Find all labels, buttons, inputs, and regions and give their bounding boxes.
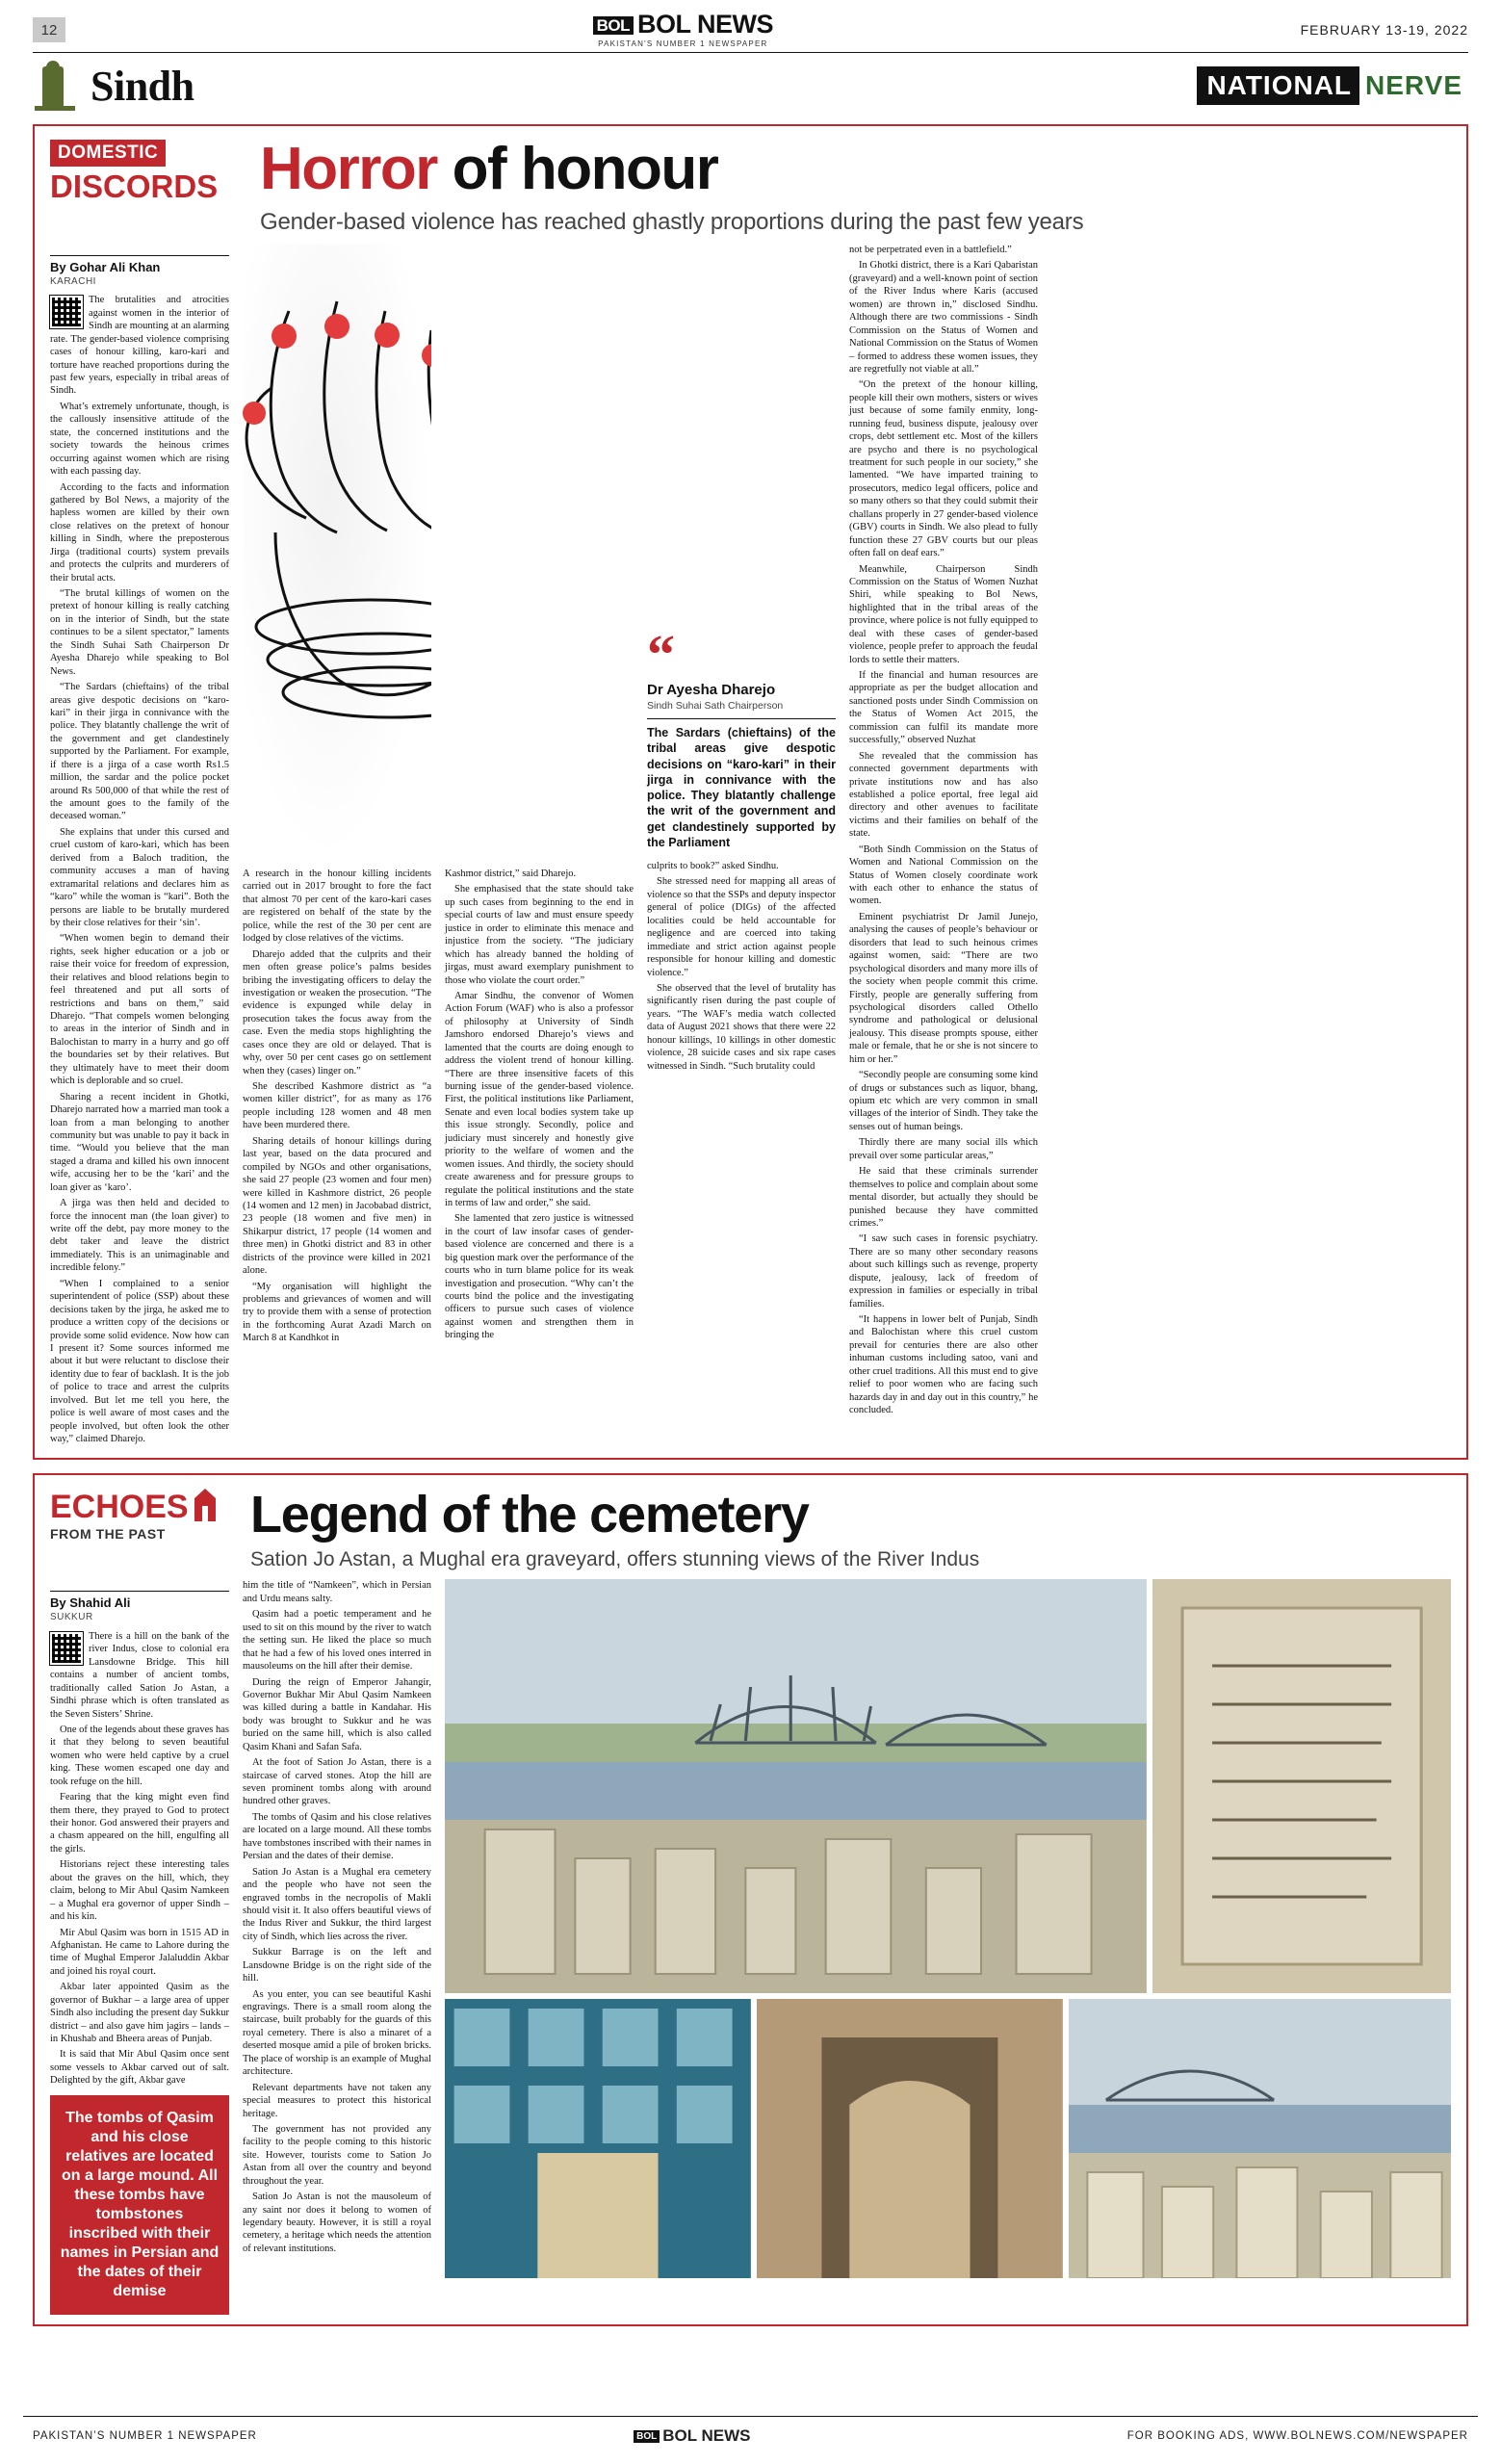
footer-left: PAKISTAN’S NUMBER 1 NEWSPAPER xyxy=(33,2429,257,2442)
paragraph: “The brutal killings of women on the pretext of honour killing is really catching on in the interior of Sindh, but the state continues to be a silent spectator,” laments the Sindh Suhai Sath Chairperson Dr Ayesha Dharejo while speaking to Bol News. xyxy=(50,588,229,677)
paragraph: Kashmor district,” said Dharejo. xyxy=(445,869,577,879)
badge-echoes-label: ECHOES xyxy=(50,1489,189,1526)
paragraph: She described Kashmore district as “a women killer district”, for as many as 176 people including 128 women and 48 men have been murdered there. xyxy=(243,1081,431,1131)
paragraph: What’s extremely unfortunate, though, is the callously insensitive attitude of the state, the concerned institutions and the society towards the heinous crimes occurring against women which are rising with each passing day. xyxy=(50,401,229,478)
paragraph: It is said that Mir Abul Qasim once sent some vessels to Akbar carved out of salt. Delighted by the gift, Akbar gave xyxy=(50,2049,229,2087)
footer-right: FOR BOOKING ADS, WWW.BOLNEWS.COM/NEWSPAPER xyxy=(1126,2429,1468,2442)
masthead-tagline: PAKISTAN'S NUMBER 1 NEWSPAPER xyxy=(598,39,768,48)
section-title: Sindh xyxy=(91,62,194,110)
paragraph: Historians reject these interesting tales about the graves on the hill, which, they claim, belong to Mir Abul Qasim Namkeen – a Mughal era governor of upper Sindh – and his kin. xyxy=(50,1859,229,1923)
paragraph: “Secondly people are consuming some kind of drugs or substances such as liquor, bhang, opium etc which are very common in small villages of the interior of Sindh. They take the senses out of human beings. xyxy=(849,1070,1038,1132)
photo-graves-river xyxy=(1069,1999,1451,2278)
paragraph: Meanwhile, Chairperson Sindh Commission on the Status of Women Nuzhat Shiri, while speaking to Bol News, highlighted that in the tribal areas of the province, where police is not fully equipped to deal with these cases of gender-based violence, people prefer to approach the feudal lords to settle their matters. xyxy=(849,563,1038,665)
paragraph: “It happens in lower belt of Punjab, Sindh and Balochistan where this cruel custom prevail for centuries there are also other inhuman customs including satoo, vani and other cruel traditions. All this must end to give relief to poor women who are facing such hazards day in and day out in this country,” he concluded. xyxy=(849,1314,1038,1416)
paragraph: The tombs of Qasim and his close relatives are located on a large mound. All these tombs have tombstones inscribed with their names in Persian and the dates of their demise. xyxy=(243,1811,431,1862)
story2-byline-name: By Shahid Ali xyxy=(50,1595,131,1611)
story2-column-2 xyxy=(243,1579,431,2314)
photo-tiled-wall xyxy=(445,1999,751,2278)
paragraph: In Ghotki district, there is a Kari Qabaristan (graveyard) and a well-known point of section of the River Indus where Karis (accused women) are thrown in,” disclosed Sindhu. Although there are two commissions - Sindh Commission on the Status of Women and National Commission on the Status of Women – formed to address these women issues, they are regretfully not viable at all.” xyxy=(849,260,1038,375)
paragraph: Sharing details of honour killings during last year, based on the data procured and compiled by NGOs and other organisations, she said 27 people (23 women and four men) were killed in Kashmore district, 26 people (14 women and 12 men) in Jacobabad district, 23 people (18 women and five men) in Shikarpur district, 17 people (14 women and three men) in Ghotki district and 83 in other districts of the province were killed in 2021 alone. xyxy=(243,1135,431,1277)
paragraph: She emphasised that the state should take up such cases from beginning to the end in special courts of law and must ensure speedy justice in order to eliminate this menace and injustice from the society. “The judiciary which has already banned the holding of jirgas, must award exemplary punishment to those who violate the court order.” xyxy=(445,884,634,986)
paragraph: The brutalities and atrocities against women in the interior of Sindh are mounting at an alarming rate. The gender-based violence comprising cases of honour killing, karo-kari and torture have reached proportions during the past few years, especially in tribal areas of Sindh. xyxy=(50,295,229,397)
paragraph: Sation Jo Astan is a Mughal era cemetery and the people who have not seen the engraved tombs in the necropolis of Makli should visit it. It also offers beautiful views of the Indus River and Sukkur, the third largest city of Sindh, which lies across the river. xyxy=(243,1866,431,1942)
story-horror-of-honour xyxy=(33,124,1468,1460)
story1-headline-red: Horror xyxy=(260,136,437,202)
story2-byline-city: SUKKUR xyxy=(50,1612,93,1623)
paragraph: She revealed that the commission has connected government departments with private institutions now and has also established a police eportal, free legal aid directory and other avenues to facilitate victims and their families on behalf of the state. xyxy=(849,750,1038,840)
paragraph: Sharing a recent incident in Ghotki, Dharejo narrated how a married man took a loan from a man belonging to another community but was unable to pay it back in time. “Would you believe that the man staged a drama and killed his own innocent wife, accusing her to be the ‘kari’ and the loan giver as ‘karo’. xyxy=(50,1091,229,1193)
quote-mark-icon: “ xyxy=(647,622,675,686)
story1-byline xyxy=(50,260,229,288)
qr-code-icon xyxy=(50,1632,83,1665)
bol-mark-icon: BOL xyxy=(634,2430,660,2443)
paragraph: “Both Sindh Commission on the Status of Women and National Commission on the Status of Women closely coordinate work with each other to enhance the status of women. xyxy=(849,843,1038,907)
quote-author-role: Sindh Suhai Sath Chairperson xyxy=(647,699,784,712)
paragraph: Relevant departments have not taken any special measures to protect this historical heritage. xyxy=(243,2082,431,2119)
national-word: NATIONAL xyxy=(1197,66,1359,105)
story1-headline xyxy=(260,136,1451,202)
story2-header xyxy=(50,1486,1451,1571)
echoes-from-the-past-badge xyxy=(50,1489,233,1542)
paragraph: Sukkur Barrage is on the left and Lansdowne Bridge is on the right side of the hill. xyxy=(243,1947,431,1984)
paragraph: At the foot of Sation Jo Astan, there is a staircase of carved stones. Atop the hill are seven prominent tombs along with around hundred other graves. xyxy=(243,1757,431,1807)
domestic-discords-badge xyxy=(50,140,243,205)
story-legend-of-the-cemetery xyxy=(33,1473,1468,2325)
story1-column-2 xyxy=(243,244,431,1448)
masthead-name: BOL NEWS xyxy=(637,10,774,39)
paragraph: A jirga was then held and decided to force the innocent man (the loan giver) to write off the debt, pay more money to the debt taker and leave the district immediately. This is an unimaginable and incredible felony.” xyxy=(50,1198,229,1274)
story1-illustration xyxy=(243,244,431,860)
story1-headline-rest: of honour xyxy=(436,136,718,202)
quote-text: The Sardars (chieftains) of the tribal areas give despotic decisions on “karo-kari” in their jirga in connivance with the police. They blatantly challenge the writ of the government and get clandestinely supported by the Parliament xyxy=(647,718,836,850)
badge-domestic-label: DOMESTIC xyxy=(50,140,166,167)
photo-row-bottom xyxy=(445,1999,1451,2278)
paragraph: “My organisation will highlight the problems and grievances of women and will try to provide them with a sense of protection in the forthcoming Aurat Azadi March on March 8 at Kandhkot in xyxy=(243,1281,431,1344)
story2-photo-grid xyxy=(445,1579,1451,2314)
paragraph: She stressed need for mapping all areas of violence so that the SSPs and deputy inspector general of police (DIGs) of the affected localities could be held accountable for negligence and are coerced into taking immediate and strict action against people responsible for honour killing and domestic violence.” xyxy=(647,876,836,978)
story2-subhead: Sation Jo Astan, a Mughal era graveyard, offers stunning views of the River Indus xyxy=(250,1548,980,1571)
paragraph: Mir Abul Qasim was born in 1515 AD in Afghanistan. He came to Lahore during the time of Mughal Emperor Jalaluddin Akbar and joined his royal court. xyxy=(50,1927,229,1977)
page-number: 12 xyxy=(33,17,65,42)
paragraph: “When I complained to a senior superintendent of police (SSP) about these decisions taken by the jirga, he asked me to produce a written copy of the decisions or provide some solid evidence. Now how can I present it? Some sources informed me about it but were reluctant to disclose their identity due to fear of backlash. It is the job of police to trace and arrest the culprits involved. But let me tell you here, the police is well aware of most cases and the people involved, but often look the other way,” claimed Dharejo. xyxy=(50,1278,229,1445)
masthead xyxy=(593,12,773,48)
paragraph: “On the pretext of the honour killing, people kill their own mothers, sisters or wives just because of some family enmity, long-running feud, business dispute, jealousy over crops, debt settlement etc. Most of the killers are psycho and there is no psychological treatment for such people in our society,” she lamented. “We have imparted training to prosecutors, medico legal officers, police and so many others so that they could submit their challans properly in 27 gender-based violence (GBV) courts in Sindh. We also plead to fully function these 27 GBV courts but our pleas often fall on deaf ears.” xyxy=(849,379,1038,559)
story1-columns xyxy=(50,244,1451,1448)
paragraph: Qasim had a poetic temperament and he used to sit on this mound by the river to watch the setting sun. He liked the place so much that he had a few of his loved ones interred in mausoleums on the hill after their demise. xyxy=(243,1609,431,1673)
badge-echoes-sub: FROM THE PAST xyxy=(50,1526,166,1543)
paragraph: He said that these criminals surrender themselves to police and complain about some mental disorder, but actually they should be punished because they have committed crimes.” xyxy=(849,1166,1038,1229)
story1-column-4 xyxy=(647,244,836,1448)
paragraph: During the reign of Emperor Jahangir, Governor Bukhar Mir Abul Qasim Namkeen was killed during a battle in Kandahar. His body was brought to Sukkur and he was buried on the same hill, which is also called Qasim Khani and Safan Safa. xyxy=(243,1676,431,1752)
page-footer xyxy=(23,2416,1478,2454)
badge-discords-label: DISCORDS xyxy=(50,169,219,204)
nerve-word: NERVE xyxy=(1365,70,1462,100)
qr-code-icon xyxy=(50,296,83,328)
paragraph: If the financial and human resources are appropriate as per the budget allocation and sanctioned posts under Sindh Commission on the Status of Women Act 2015, the commission can fulfil its mandate more successfully,” observed Nuzhat xyxy=(849,670,1038,746)
paragraph: Sation Jo Astan is not the mausoleum of any saint nor does it belong to women of legendary beauty. However, it is still a royal cemetery, a heritage which needs the attention of relevant institutions. xyxy=(243,2192,431,2254)
paragraph: According to the facts and information gathered by Bol News, a majority of the hapless women are killed by their own close relatives on the pretext of honour killing in Sindh, where the preposterous Jirga (traditional courts) system prevails and protects the culprits and murderers of their brutal acts. xyxy=(50,481,229,584)
section-header xyxy=(23,53,1478,120)
story2-headline: Legend of the cemetery xyxy=(250,1486,809,1544)
page-header xyxy=(23,0,1478,46)
national-nerve-logo xyxy=(1197,66,1468,105)
story1-quote-block xyxy=(647,244,836,860)
paragraph: A research in the honour killing incidents carried out in 2017 brought to fore the fact that almost 70 per cent of the karo-kari cases are registered on behalf of the state by the police, while the rest of the 30 per cent are lodged by close relatives of the victims. xyxy=(243,869,431,945)
paragraph: One of the legends about these graves has it that they belong to seven beautiful women who were held captive by a cruel king. These women escaped one day and took refuge on the hill. xyxy=(50,1724,229,1787)
paragraph: The government has not provided any facility to the people coming to this historic site. However, tourists come to Sation Jo Astan from all over the country and beyond throughout the year. xyxy=(243,2123,431,2187)
bol-mark-icon: BOL xyxy=(593,16,634,35)
story1-column-3 xyxy=(445,244,634,1448)
paragraph: “The Sardars (chieftains) of the tribal areas give despotic decisions on “karo- kari” in their jirga in connivance with the police. They blatantly challenge the writ of the government and get clandestinely supported by the Parliament. For example, if there is a jirga of a case worth Rs1.5 million, the sardar and the police pocket around Rs 500,000 of that while the rest of the amount goes to the family of the deceased woman.” xyxy=(50,682,229,822)
paragraph: Eminent psychiatrist Dr Jamil Junejo, analysing the causes of people’s behaviour or disorders that lead to such heinous crimes against women, said: “There are two psychological disorders and many more ills of the society when people commit this crime. Firstly, people are generally suffering from psychological disorders called Othello syndrome and pathological or delusional jealousy. This disease prompts spouse, either male or female, that he or she is not sincere to him or her.” xyxy=(849,911,1038,1065)
monument-icon xyxy=(33,61,77,111)
paragraph: Amar Sindhu, the convenor of Women Action Forum (WAF) who is also a professor of philosophy at University of Sindh Jamshoro endorsed Dharejo’s views and lamented that the courts are doing enough to address the violent trend of honour killing. “There are three insensitive facets of this burning issue of the gender-based violence. First, the political institutions like Parliament, Senate and even local bodies system take up this issue strongly. Secondly, police and judiciary must sincerely and honestly give priority to the welfare of women and the women issues. And thirdly, the society should create awareness and for pressure groups to regulate the political institutions and the state in terms of law and order,” she said. xyxy=(445,990,634,1208)
story2-byline xyxy=(50,1595,229,1623)
story1-column-1 xyxy=(50,244,229,1448)
story2-columns xyxy=(50,1579,1451,2314)
photo-cemetery-bridge xyxy=(445,1579,1147,1993)
quote-author-name: Dr Ayesha Dharejo xyxy=(647,682,776,699)
paragraph: She observed that the level of brutality has significantly risen during the past couple of years. “The WAF’s media watch collected data of August 2021 shows that there were 22 honour killings, 10 killings in other domestic violence, 28 suicide cases and six rape cases witnessed in Sindh. “Such brutality could xyxy=(647,982,836,1072)
story1-subhead: Gender-based violence has reached ghastly proportions during the past few years xyxy=(260,209,1084,235)
photo-row-top xyxy=(445,1579,1451,1993)
story1-byline-city: KARACHI xyxy=(50,275,96,287)
paragraph: She explains that under this cursed and cruel custom of karo-kari, which has been derived from a Baloch tradition, the community accuses a man of having extramarital relations and declares him as “karo” while the woman is “kari”. Both the persons are liable to be brutally murdered by their close relatives for their ‘sin’. xyxy=(50,826,229,928)
paragraph: As you enter, you can see beautiful Kashi engravings. There is a small room along the staircase, built probably for the guards of this royal cemetery. There is also a minaret of a deserted mosque amid a pile of broken bricks. The place of worship is an example of Mughal architecture. xyxy=(243,1988,431,2078)
story1-header xyxy=(50,136,1451,236)
paragraph: She lamented that zero justice is witnessed in the court of law insofar cases of gender-based violence are concerned and there is a big question mark over the performance of the courts who in turn blame police for its weak investigation and prosecution. “Why can’t the courts bind the police and the investigating officers to pursue such cases of violence against women and strengthen them in bringing the xyxy=(445,1213,634,1341)
masthead-logo xyxy=(593,12,773,38)
badge-echoes-row xyxy=(50,1489,233,1526)
story2-pullquote: The tombs of Qasim and his close relatives are located on a large mound. All these tombs have tombstones inscribed with their names in Persian and the dates of their demise xyxy=(50,2095,229,2315)
story1-column-5 xyxy=(849,244,1038,1448)
paragraph: him the title of “Namkeen”, which in Persian and Urdu means salty. xyxy=(243,1580,431,1604)
tomb-icon xyxy=(193,1489,218,1521)
photo-doorway xyxy=(757,1999,1063,2278)
story1-byline-name: By Gohar Ali Khan xyxy=(50,260,161,274)
paragraph: “When women begin to demand their rights, seek higher education or a job or raise their voice for freedom of expression, their relatives and blood relations begin to feel threatened and put all sorts of restrictions and bans on them,” said Dharejo. “That compels women belonging to areas in the interior of Sindh and in Balochistan to marry in a hurry and go off the boundaries set by their relatives. But they ultimately have to meet their doom which is deplorable and so cruel. xyxy=(50,933,229,1087)
photo-tombstone-closeup xyxy=(1152,1579,1451,1993)
paragraph: not be perpetrated even in a battlefield.” xyxy=(849,245,1012,255)
paragraph: Dharejo added that the culprits and their men often grease police’s palms besides bribing the investigating officers to delay the investigation or weaken the prosecution. “The evidence is expunged while delay in prosecution takes the focus away from the case. Even the media stops highlighting the cases once they are old or delayed. That is why, over 50 per cent cases go on settlement when they (cases) linger on.” xyxy=(243,948,431,1076)
issue-date: FEBRUARY 13-19, 2022 xyxy=(1300,22,1468,38)
story2-column-1 xyxy=(50,1579,229,2314)
paragraph: Fearing that the king might even find them there, they prayed to God to protect their honor. God answered their prayers and a chasm appeared on the hill, engulfing all the girls. xyxy=(50,1792,229,1854)
footer-logo xyxy=(634,2426,750,2446)
paragraph: Akbar later appointed Qasim as the governor of Bukhar – a large area of upper Sindh also including the present day Sukkur district – and also gave him jagirs – lands – in Khushab and Bheera areas of Punjab. xyxy=(50,1982,229,2045)
paragraph: There is a hill on the bank of the river Indus, close to colonial era Lansdowne Bridge. This hill contains a number of ancient tombs, traditionally called Sation Jo Astan, a Sindhi phrase which is often translated as the Seven Sisters’ Shrine. xyxy=(50,1630,229,1720)
paragraph: culprits to book?” asked Sindhu. xyxy=(647,861,779,871)
paragraph: “I saw such cases in forensic psychiatry. There are so many other secondary reasons about such killings such as revenge, property dispute, jealousy, lack of freedom of expression in families or especially in tribal families. xyxy=(849,1233,1038,1310)
story1-illustration-spacer xyxy=(445,244,634,860)
story1-headline-wrap xyxy=(260,136,1451,236)
section-header-left xyxy=(33,61,194,111)
paragraph: Thirdly there are many social ills which prevail over some particular areas,” xyxy=(849,1137,1038,1161)
story2-headline-wrap xyxy=(250,1486,1451,1571)
bound-hands-illustration xyxy=(243,244,431,860)
footer-logo-name: BOL NEWS xyxy=(662,2425,751,2445)
